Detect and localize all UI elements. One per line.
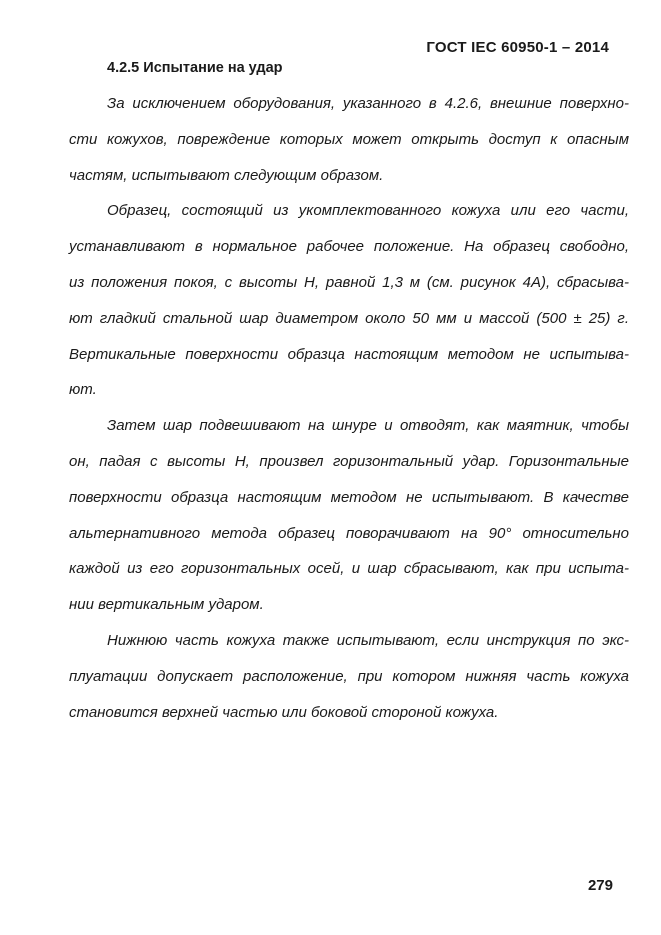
paragraph-line: частям, испытывают следующим образом.: [69, 166, 384, 184]
paragraph-line: поверхности образца настоящим методом не испытывают. В качестве: [69, 488, 629, 506]
paragraph-line: альтернативного метода образец поворачивают на 90° относительно: [69, 524, 629, 542]
paragraph-line: Затем шар подвешивают на шнуре и отводят, как маятник, чтобы: [107, 417, 629, 435]
paragraph-line: он, падая с высоты H, произвел горизонтальный удар. Горизонтальные: [69, 452, 629, 470]
page-number: 279: [587, 877, 613, 894]
standard-header: ГОСТ IEC 60950-1 – 2014: [426, 39, 609, 56]
paragraph-line: сти кожухов, повреждение которых может открыть доступ к опасным: [69, 130, 629, 148]
paragraph-3: [69, 408, 629, 623]
paragraph-1: [69, 86, 629, 193]
paragraph-line: Образец, состоящий из укомплектованного кожуха или его части,: [107, 202, 629, 220]
paragraph-line: нии вертикальным ударом.: [69, 596, 264, 614]
paragraph-4: [69, 623, 629, 730]
paragraph-line: ют.: [69, 381, 97, 399]
section-title: 4.2.5 Испытание на удар: [107, 60, 283, 76]
body-text: [69, 86, 629, 730]
paragraph-2: [69, 193, 629, 408]
paragraph-line: устанавливают в нормальное рабочее положение. На образец свободно,: [69, 238, 629, 256]
paragraph-line: из положения покоя, с высоты H, равной 1,3 м (см. рисунок 4А), сбрасыва-: [69, 273, 629, 291]
paragraph-line: становится верхней частью или боковой стороной кожуха.: [69, 703, 499, 721]
paragraph-line: Нижнюю часть кожуха также испытывают, если инструкция по экс-: [107, 631, 629, 649]
paragraph-line: Вертикальные поверхности образца настоящим методом не испытыва-: [69, 345, 629, 363]
paragraph-line: плуатации допускает расположение, при котором нижняя часть кожуха: [69, 667, 629, 685]
paragraph-line: каждой из его горизонтальных осей, и шар сбрасывают, как при испыта-: [69, 560, 629, 578]
paragraph-line: ют гладкий стальной шар диаметром около 50 мм и массой (500 ± 25) г.: [69, 309, 629, 327]
paragraph-line: За исключением оборудования, указанного в 4.2.6, внешние поверхно-: [107, 95, 629, 112]
